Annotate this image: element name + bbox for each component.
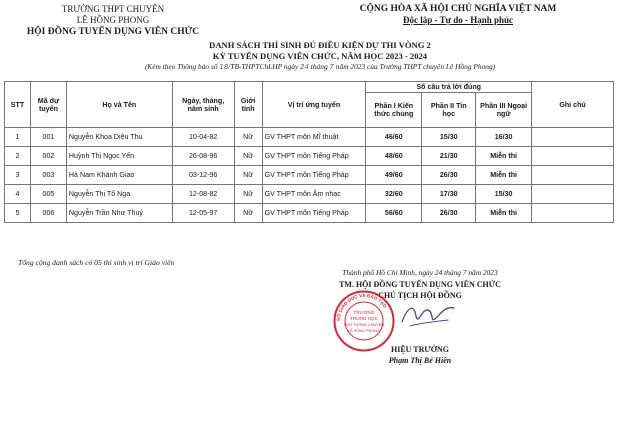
header-code: Mã dự tuyển [30,82,66,128]
header-part2: Phần II Tin học [422,93,476,128]
cell-note [532,166,614,185]
cell-code: 001 [30,128,66,147]
signing-date: Thành phố Hồ Chí Minh, ngày 24 tháng 7 năm 2023 [342,268,498,277]
header-position: Vị trí ứng tuyển [262,82,366,128]
table-row [5,185,614,204]
header-part1: Phần I Kiến thức chung [366,93,422,128]
cell-part1: 32/60 [366,185,422,204]
cell-part1: 46/60 [366,128,422,147]
cell-name: Nguyễn Trần Như Thuý [66,204,172,223]
cell-dob: 12-05-97 [172,204,234,223]
cell-position: GV THPT môn Âm nhạc [262,185,366,204]
school-seal [333,290,395,352]
reference-note [40,62,600,71]
cell-name: Huỳnh Thị Ngọc Yến [66,147,172,166]
cell-note [532,128,614,147]
doc-title-line2: KỲ TUYỂN DỤNG VIÊN CHỨC, NĂM HỌC 2023 - 2024 [212,51,428,61]
cell-part3: Miễn thi [476,166,532,185]
school-name-line1: TRƯỜNG THPT CHUYÊN [61,4,165,14]
table-row [5,166,614,185]
cell-name: Nguyễn Khoa Diệu Thu [66,128,172,147]
cell-part1: 48/60 [366,147,422,166]
header-answers-group: Số câu trả lời đúng [366,82,532,93]
seal-line4: LÊ HỒNG PHONG [347,329,381,333]
table-row [5,147,614,166]
school-name-line2: LÊ HỒNG PHONG [76,15,150,25]
cell-gender: Nữ [234,147,262,166]
cell-note [532,147,614,166]
cell-dob: 10-04-82 [172,128,234,147]
signer-name: Phạm Thị Bé Hiền [388,356,452,365]
cell-position: GV THPT môn Tiếng Pháp [262,166,366,185]
cell-position: GV THPT môn Tiếng Pháp [262,204,366,223]
cell-part2: 26/30 [422,204,476,223]
national-motto: Độc lập - Tự do - Hạnh phúc [402,15,513,25]
cell-stt: 4 [5,185,31,204]
header-note: Ghi chú [532,82,614,128]
note-part3: tháng [308,62,330,71]
council-name: HỘI ĐỒNG TUYỂN DỤNG VIÊN CHỨC [26,27,200,37]
signer-title: HIỆU TRƯỞNG [390,345,449,354]
cell-dob: 12-08-82 [172,185,234,204]
header-part3: Phần III Ngoại ngữ [476,93,532,128]
cell-part2: 15/30 [422,128,476,147]
seal-line3: PHỔ THÔNG CHUYÊN [343,323,385,327]
cell-part2: 26/30 [422,166,476,185]
header-stt: STT [5,82,31,128]
cell-part2: 17/30 [422,185,476,204]
doc-title-line1: DANH SÁCH THÍ SINH ĐỦ ĐIỀU KIỆN DỰ THI VÒNG 2 [209,40,431,50]
cell-stt: 2 [5,147,31,166]
cell-name: Hà Nam Khánh Giao [66,166,172,185]
seal-line1: TRƯỜNG [353,310,375,315]
header-dob: Ngày, tháng, năm sinh [172,82,234,128]
cell-stt: 5 [5,204,31,223]
cell-code: 003 [30,166,66,185]
cell-gender: Nữ [234,166,262,185]
cell-dob: 03-12-96 [172,166,234,185]
cell-part2: 21/30 [422,147,476,166]
header-name: Họ và Tên [66,82,172,128]
note-part4: năm 2023 của Trường THPT chuyên Lê Hồng Phong) [333,62,496,71]
cell-stt: 1 [5,128,31,147]
cell-gender: Nữ [234,128,262,147]
note-part1: (Kèm theo Thông báo số [144,62,220,71]
cell-part1: 56/60 [366,204,422,223]
cell-stt: 3 [5,166,31,185]
cell-code: 002 [30,147,66,166]
signing-role: CHỦ TỊCH HỘI ĐỒNG [378,291,462,300]
cell-part1: 49/60 [366,166,422,185]
cell-part3: Miễn thi [476,147,532,166]
signing-org: TM. HỘI ĐỒNG TUYỂN DỤNG VIÊN CHỨC [339,280,501,289]
cell-position: GV THPT môn Mĩ thuật [262,128,366,147]
left-header [18,4,208,37]
national-title: CỘNG HÒA XÃ HỘI CHỦ NGHĨA VIỆT NAM [359,4,557,14]
cell-gender: Nữ [234,185,262,204]
cell-dob: 26-08-96 [172,147,234,166]
cell-gender: Nữ [234,204,262,223]
seal-outer-text: SỞ GIÁO DỤC VÀ ĐÀO TẠO [335,292,388,322]
right-header [338,4,578,25]
cell-code: 006 [30,204,66,223]
table-row [5,128,614,147]
cell-code: 005 [30,185,66,204]
table-row [5,204,614,223]
seal-line2: TRUNG HỌC [350,316,378,321]
cell-part3: 16/30 [476,128,532,147]
cell-name: Nguyễn Thị Tố Nga [66,185,172,204]
cell-part3: 15/30 [476,185,532,204]
header-gender: Giới tính [234,82,262,128]
cell-note [532,204,614,223]
note-day: 24 [300,63,309,71]
handwritten-signature [398,296,458,336]
note-month: 7 [329,63,334,71]
cell-note [532,185,614,204]
candidate-table [4,81,614,223]
note-part2: /TB-THPTChLHP ngày [228,62,301,71]
cell-part3: Miễn thi [476,204,532,223]
summary-text: Tổng cộng danh sách có 05 thí sinh vị trí Giáo viên [18,258,175,267]
cell-position: GV THPT môn Tiếng Pháp [262,147,366,166]
note-number: 18 [219,63,229,71]
